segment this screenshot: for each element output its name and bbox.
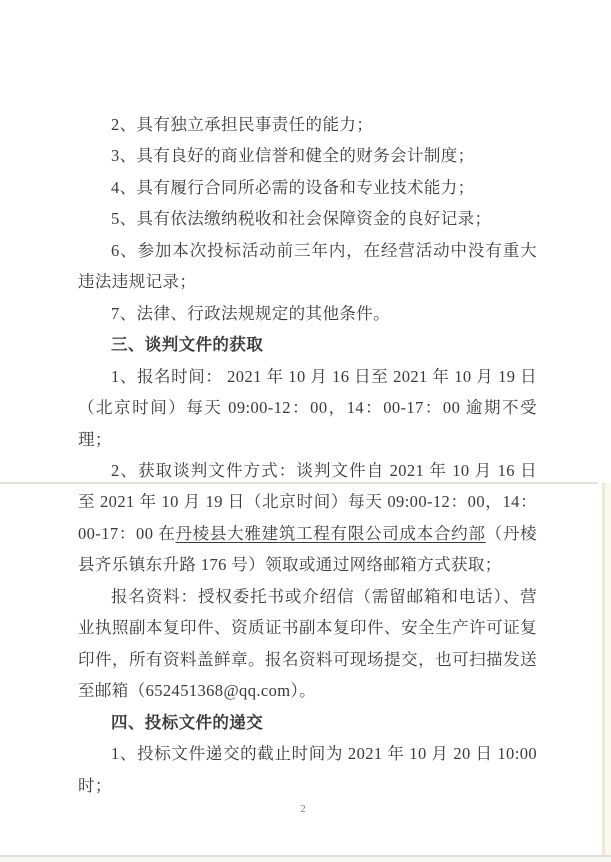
obtain-method-text-pre: 2、获取谈判文件方式：谈判文件自 2021 年 10 月 16 日至 2021 年 10 月 19 日（北京时间）每天 09:00-12：00，14：00-17：00 在 [78, 460, 537, 543]
qualification-item-3: 3、具有良好的商业信誉和健全的财务会计制度； [111, 146, 475, 166]
qualification-item-5: 5、具有依法缴纳税收和社会保障资金的良好记录； [111, 209, 492, 229]
document-body [78, 109, 537, 801]
scan-artifact-vertical-line [602, 483, 605, 857]
page-number: 2 [300, 803, 306, 815]
paragraph-submission-deadline: 1、投标文件递交的截止时间为 2021 年 10 月 20 日 10:00 时； [78, 744, 537, 795]
scan-artifact-horizontal-line [0, 482, 598, 484]
qualification-item-7: 7、法律、行政法规规定的其他条件。 [111, 303, 391, 323]
scan-artifact-bottom-strip [0, 857, 611, 862]
section-heading-bid-submission: 四、投标文件的递交 [111, 712, 264, 732]
company-name-underlined: 丹棱县大雅建筑工程有限公司成本合约部 [175, 523, 486, 543]
paragraph-signup-time: 1、报名时间： 2021 年 10 月 16 日至 2021 年 10 月 19 日（北京时间）每天 09:00-12：00，14：00-17：00 逾期不受理； [78, 366, 537, 449]
paragraph-signup-materials: 报名资料：授权委托书或介绍信（需留邮箱和电话）、营业执照副本复印件、资质证书副本复印件、安全生产许可证复印件，所有资料盖鲜章。报名资料可现场提交，也可扫描发送至邮箱（652451368@qq.com）。 [78, 586, 537, 701]
obtain-method-text-post: （丹棱县齐乐镇东升路 176 号）领取或通过网络邮箱方式获取； [78, 523, 538, 575]
section-heading-document-acquisition: 三、谈判文件的获取 [111, 335, 264, 355]
scan-artifact-right-strip [605, 483, 611, 858]
scan-artifact-bottom-line [0, 855, 611, 857]
qualification-item-6: 6、参加本次投标活动前三年内，在经营活动中没有重大违法违规记录； [78, 240, 537, 292]
qualification-item-4: 4、具有履行合同所必需的设备和专业技术能力； [111, 177, 475, 197]
qualification-item-2: 2、具有独立承担民事责任的能力； [111, 115, 374, 134]
paragraph-obtain-method [78, 455, 537, 581]
